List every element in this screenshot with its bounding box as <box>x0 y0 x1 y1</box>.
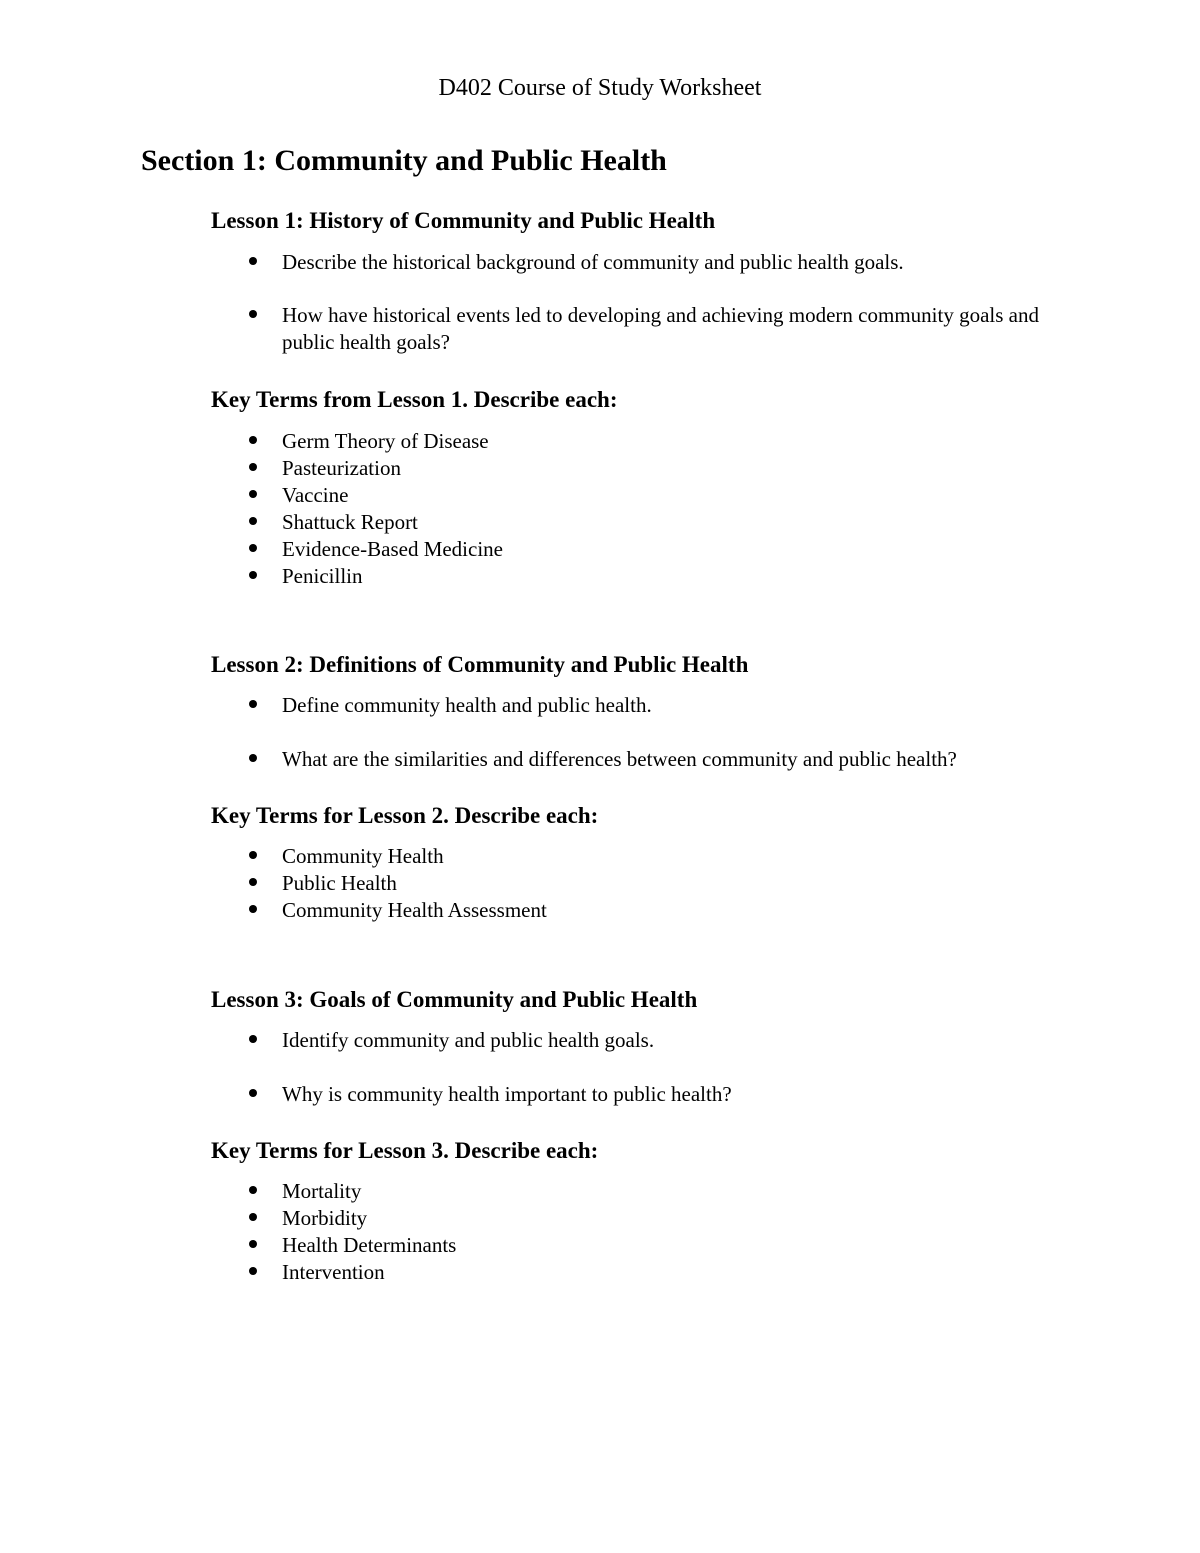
bullet-icon <box>249 700 257 708</box>
bullet-icon <box>249 1240 257 1248</box>
key-term: Shattuck Report <box>282 510 418 534</box>
key-term: Vaccine <box>282 483 349 507</box>
bullet-icon <box>249 878 257 886</box>
bullet-icon <box>249 1186 257 1194</box>
lesson-1-question-1: Describe the historical background of community and public health goals. <box>282 250 904 274</box>
key-term: Evidence-Based Medicine <box>282 537 503 561</box>
bullet-icon <box>249 1035 257 1043</box>
bullet-icon <box>249 905 257 913</box>
bullet-icon <box>249 490 257 498</box>
bullet-icon <box>249 851 257 859</box>
key-term: Germ Theory of Disease <box>282 429 489 453</box>
bullet-icon <box>249 1267 257 1275</box>
bullet-icon <box>249 1213 257 1221</box>
bullet-icon <box>249 463 257 471</box>
key-term: Health Determinants <box>282 1233 457 1257</box>
lesson-2-heading: Lesson 2: Definitions of Community and Public Health <box>211 652 749 677</box>
lesson-3-question-2: Why is community health important to public health? <box>282 1082 732 1106</box>
bullet-icon <box>249 257 257 265</box>
lesson-3-heading: Lesson 3: Goals of Community and Public Health <box>211 987 698 1012</box>
key-term: Public Health <box>282 871 397 895</box>
bullet-icon <box>249 310 257 318</box>
lesson-2-key-terms-heading: Key Terms for Lesson 2. Describe each: <box>211 803 599 828</box>
lesson-1-question-2: How have historical events led to developing and achieving modern community goals and public health goals? <box>282 303 1039 354</box>
lesson-3-question-1: Identify community and public health goals. <box>282 1028 655 1052</box>
key-term: Morbidity <box>282 1206 368 1230</box>
section-title: Section 1: Community and Public Health <box>141 144 667 177</box>
bullet-icon <box>249 571 257 579</box>
bullet-icon <box>249 1089 257 1097</box>
key-term: Community Health Assessment <box>282 898 547 922</box>
lesson-1-heading: Lesson 1: History of Community and Public Health <box>211 208 716 233</box>
bullet-icon <box>249 544 257 552</box>
key-term: Community Health <box>282 844 444 868</box>
lesson-2-question-2: What are the similarities and differences between community and public health? <box>282 747 957 771</box>
lesson-3-key-terms-heading: Key Terms for Lesson 3. Describe each: <box>211 1138 599 1163</box>
bullet-icon <box>249 436 257 444</box>
document-title: D402 Course of Study Worksheet <box>438 75 762 101</box>
bullet-icon <box>249 754 257 762</box>
key-term: Pasteurization <box>282 456 401 480</box>
bullet-icon <box>249 517 257 525</box>
key-term: Intervention <box>282 1260 385 1284</box>
lesson-1-key-terms-heading: Key Terms from Lesson 1. Describe each: <box>211 387 618 412</box>
key-term: Penicillin <box>282 564 363 588</box>
lesson-2-question-1: Define community health and public health. <box>282 693 652 717</box>
key-term: Mortality <box>282 1179 362 1203</box>
